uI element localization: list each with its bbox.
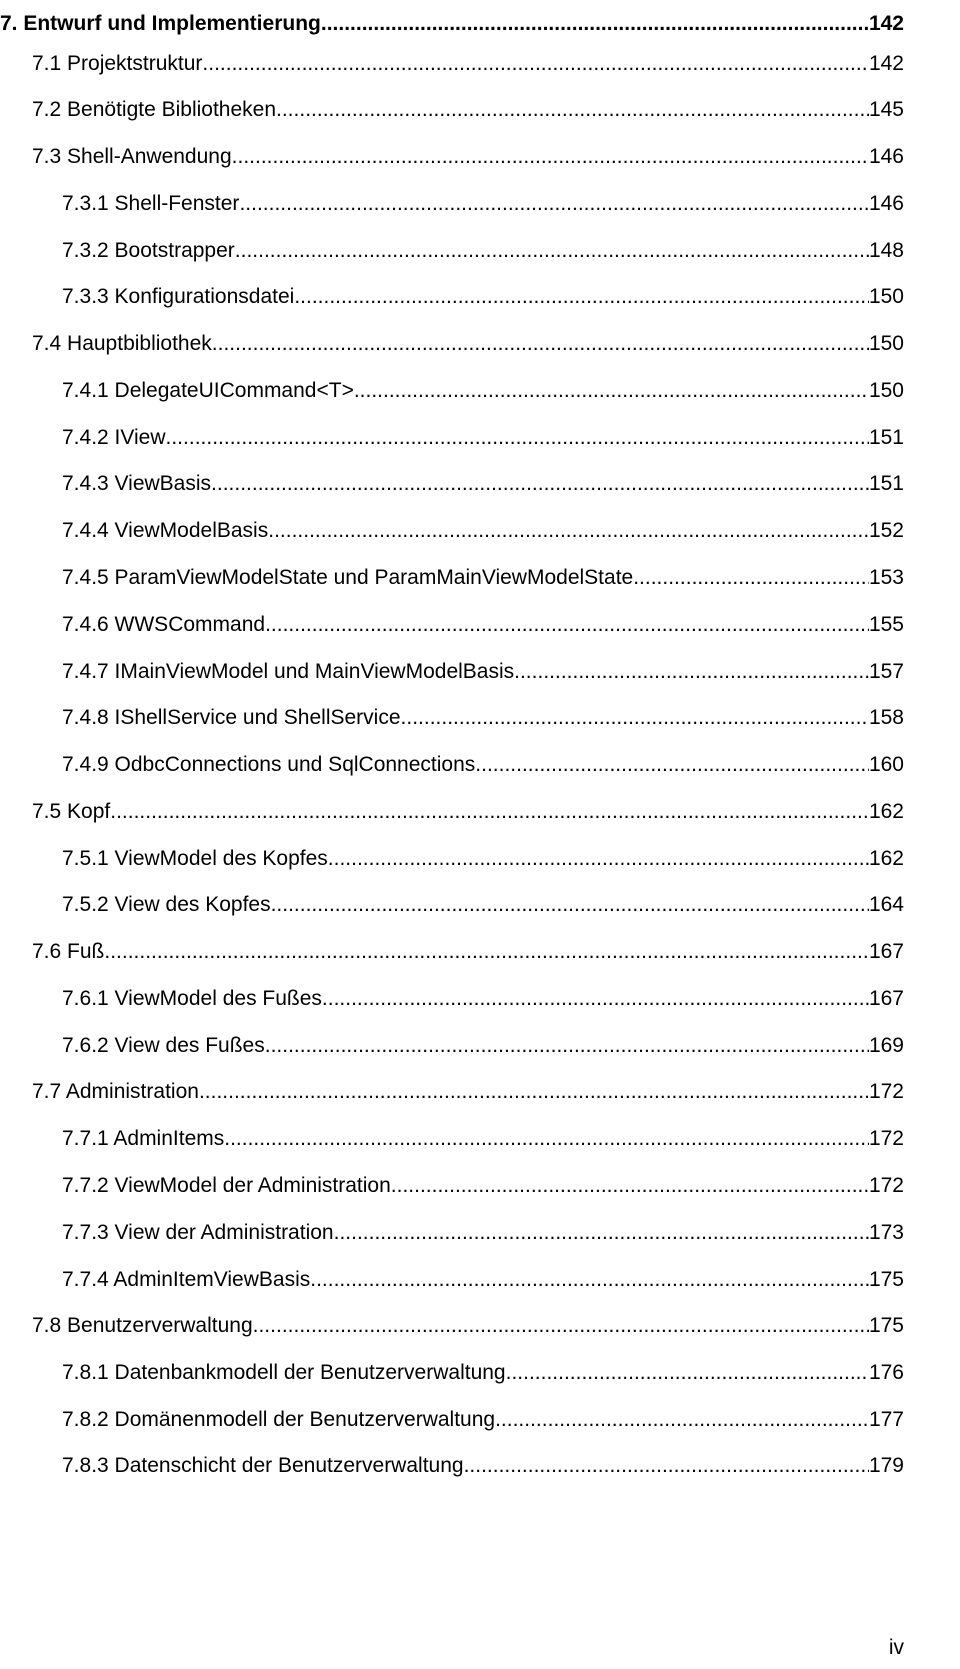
toc-entry-chapter-7[interactable] [0,0,904,36]
toc-entry-7-6[interactable] [32,928,904,964]
toc-entry-page: 172 [868,1174,904,1197]
toc-leader-dots [239,192,869,216]
toc-leader-dots [199,1080,869,1104]
toc-entry-title: 7.2 Benötigte Bibliotheken [32,98,277,121]
toc-entry-page: 150 [868,379,904,402]
toc-leader-dots [321,12,869,36]
toc-entry-title: 7.7.2 ViewModel der Administration [62,1174,391,1197]
toc-entry-title: 7.6.2 View des Fußes [62,1034,265,1057]
toc-entry-title: 7.7.4 AdminItemViewBasis [62,1268,311,1291]
toc-entry-page: 155 [868,613,904,636]
toc-entry-7-5-2[interactable] [62,881,904,917]
toc-entry-page: 152 [868,519,904,542]
toc-entry-7-1[interactable] [32,40,904,76]
toc-entry-7-5-1[interactable] [62,835,904,871]
toc-entry-7-4-4[interactable] [62,507,904,543]
toc-entry-page: 160 [868,753,904,776]
toc-entry-title: 7.4.7 IMainViewModel und MainViewModelBasis [62,660,515,683]
toc-leader-dots [211,472,869,496]
toc-leader-dots [354,379,869,403]
toc-entry-page: 172 [868,1127,904,1150]
toc-entry-title: 7.7.1 AdminItems [62,1127,225,1150]
toc-leader-dots [268,519,869,543]
toc-leader-dots [232,145,869,169]
toc-entry-page: 146 [868,192,904,215]
toc-entry-page: 162 [868,800,904,823]
toc-entry-7-4-5[interactable] [62,554,904,590]
toc-entry-7-3-1[interactable] [62,180,904,216]
toc-entry-7-8-3[interactable] [62,1442,904,1478]
toc-leader-dots [253,1314,869,1338]
toc-entry-title: 7.7.3 View der Administration [62,1221,334,1244]
toc-leader-dots [514,660,869,684]
toc-entry-title: 7.1 Projektstruktur [32,52,203,75]
toc-entry-title: 7.4.1 DelegateUICommand<T> [62,379,354,402]
toc-entry-title: 7.3.1 Shell-Fenster [62,192,240,215]
toc-entry-page: 176 [868,1361,904,1384]
toc-entry-page: 164 [868,893,904,916]
toc-leader-dots [495,1408,869,1432]
toc-leader-dots [265,1034,869,1058]
toc-leader-dots [334,1221,869,1245]
toc-entry-title: 7.5.1 ViewModel des Kopfes [62,847,328,870]
toc-leader-dots [271,893,869,917]
toc-entry-7-5[interactable] [32,788,904,824]
toc-entry-title: 7.5.2 View des Kopfes [62,893,271,916]
toc-entry-page: 148 [868,239,904,262]
toc-entry-title: 7.6.1 ViewModel des Fußes [62,987,322,1010]
toc-entry-title: 7.8.1 Datenbankmodell der Benutzerverwaltung [62,1361,506,1384]
toc-entry-page: 151 [868,426,904,449]
toc-entry-7-8-2[interactable] [62,1396,904,1432]
toc-entry-7-8-1[interactable] [62,1349,904,1385]
toc-entry-title: 7.4.2 IView [62,426,166,449]
toc-entry-page: 153 [868,566,904,589]
toc-leader-dots [401,706,869,730]
toc-leader-dots [166,426,869,450]
toc-leader-dots [202,52,869,76]
toc-entry-7-3[interactable] [32,133,904,169]
toc-entry-title: 7.8.2 Domänenmodell der Benutzerverwaltung [62,1408,496,1431]
toc-entry-7-4-2[interactable] [62,414,904,450]
toc-leader-dots [328,847,869,871]
toc-entry-page: 167 [868,987,904,1010]
toc-entry-page: 150 [868,285,904,308]
toc-entry-title: 7.4.4 ViewModelBasis [62,519,269,542]
toc-entry-page: 162 [868,847,904,870]
toc-entry-title: 7. Entwurf und Implementierung [0,12,321,35]
toc-entry-page: 175 [868,1268,904,1291]
toc-entry-7-7[interactable] [32,1068,904,1104]
toc-entry-title: 7.4.9 OdbcConnections und SqlConnections [62,753,476,776]
toc-entry-7-3-3[interactable] [62,273,904,309]
toc-entry-title: 7.3 Shell-Anwendung [32,145,232,168]
toc-leader-dots [110,800,869,824]
toc-leader-dots [276,98,869,122]
toc-entry-page: 157 [868,660,904,683]
toc-leader-dots [212,332,869,356]
toc-entry-7-7-3[interactable] [62,1209,904,1245]
toc-entry-page: 172 [868,1080,904,1103]
toc-entry-7-6-1[interactable] [62,975,904,1011]
toc-entry-7-4-9[interactable] [62,741,904,777]
toc-leader-dots [310,1268,869,1292]
toc-entry-title: 7.8.3 Datenschicht der Benutzerverwaltung [62,1454,464,1477]
toc-entry-7-7-2[interactable] [62,1162,904,1198]
toc-leader-dots [265,613,869,637]
toc-leader-dots [391,1174,869,1198]
toc-entry-title: 7.4.3 ViewBasis [62,472,212,495]
toc-entry-title: 7.6 Fuß [32,940,105,963]
toc-entry-page: 146 [868,145,904,168]
toc-entry-7-4-8[interactable] [62,694,904,730]
toc-entry-title: 7.3.2 Bootstrapper [62,239,235,262]
toc-entry-7-4-7[interactable] [62,648,904,684]
toc-entry-title: 7.4 Hauptbibliothek [32,332,212,355]
toc-entry-page: 151 [868,472,904,495]
toc-entry-page: 177 [868,1408,904,1431]
toc-entry-7-8[interactable] [32,1302,904,1338]
toc-leader-dots [633,566,869,590]
toc-entry-title: 7.7 Administration [32,1080,199,1103]
toc-entry-7-4[interactable] [32,320,904,356]
toc-entry-page: 150 [868,332,904,355]
toc-entry-7-6-2[interactable] [62,1022,904,1058]
toc-entry-7-2[interactable] [32,86,904,122]
toc-entry-page: 145 [868,98,904,121]
toc-entry-7-7-1[interactable] [62,1115,904,1151]
toc-entry-7-7-4[interactable] [62,1256,904,1292]
toc-entry-title: 7.8 Benutzerverwaltung [32,1314,253,1337]
toc-leader-dots [294,285,869,309]
toc-entry-page: 169 [868,1034,904,1057]
toc-leader-dots [224,1127,869,1151]
toc-entry-7-4-1[interactable] [62,367,904,403]
toc-leader-dots [235,239,869,263]
toc-entry-title: 7.4.6 WWSCommand [62,613,266,636]
toc-entry-page: 179 [868,1454,904,1477]
toc-entry-7-4-6[interactable] [62,601,904,637]
toc-entry-title: 7.5 Kopf [32,800,111,823]
page-number: iv [888,1636,904,1659]
toc-entry-page: 158 [868,706,904,729]
toc-entry-title: 7.4.5 ParamViewModelState und ParamMainViewModelState [62,566,634,589]
toc-leader-dots [104,940,869,964]
toc-entry-page: 175 [868,1314,904,1337]
toc-entry-title: 7.4.8 IShellService und ShellService [62,706,401,729]
toc-entry-page: 142 [868,52,904,75]
toc-leader-dots [322,987,869,1011]
toc-entry-7-3-2[interactable] [62,227,904,263]
toc-leader-dots [475,753,869,777]
toc-entry-page: 173 [868,1221,904,1244]
toc-entry-title: 7.3.3 Konfigurationsdatei [62,285,295,308]
toc-entry-page: 167 [868,940,904,963]
toc-leader-dots [464,1454,869,1478]
toc-leader-dots [506,1361,869,1385]
toc-entry-7-4-3[interactable] [62,460,904,496]
toc-entry-page: 142 [868,12,904,35]
